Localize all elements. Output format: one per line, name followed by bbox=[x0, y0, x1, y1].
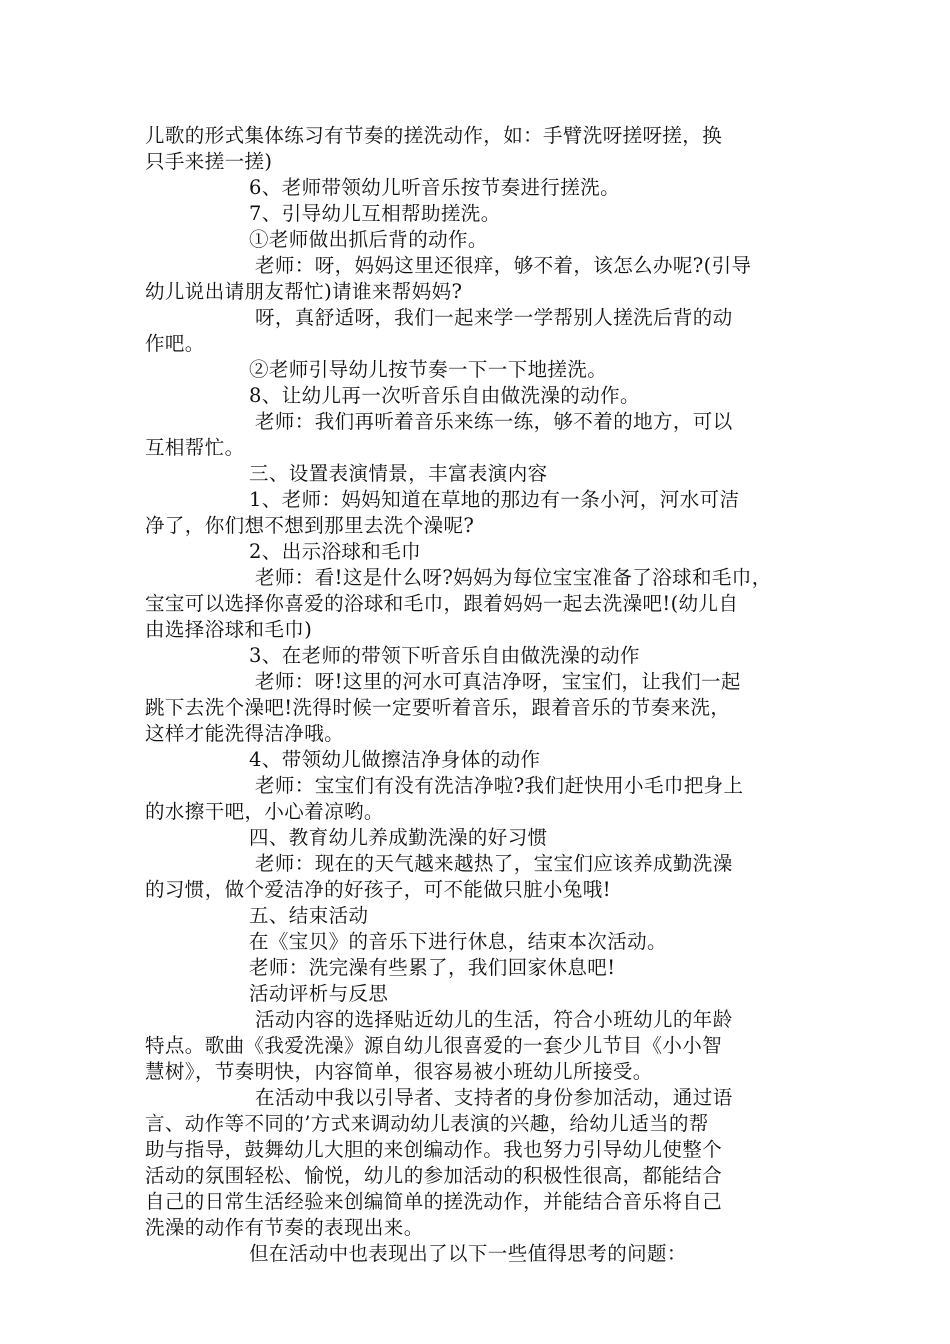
text-line: 洗澡的动作有节奏的表现出来。 bbox=[145, 1216, 424, 1239]
document-body bbox=[145, 123, 810, 1267]
text-line: 特点。歌曲《我爱洗澡》源自幼儿很喜爱的一套少儿节目《小小智 bbox=[145, 1034, 723, 1057]
text-line: 7、引导幼儿互相帮助搓洗。 bbox=[249, 202, 501, 225]
text-line: 老师：我们再听着音乐来练一练，够不着的地方，可以 bbox=[255, 410, 733, 433]
text-line: 1、老师：妈妈知道在草地的那边有一条小河，河水可洁 bbox=[249, 488, 740, 511]
text-line: 作吧。 bbox=[145, 332, 205, 355]
text-line: 但在活动中也表现出了以下一些值得思考的问题： bbox=[249, 1242, 687, 1265]
text-line: 由选择浴球和毛巾) bbox=[145, 618, 313, 641]
text-line: 活动的氛围轻松、愉悦，幼儿的参加活动的积极性很高，都能结合 bbox=[145, 1164, 723, 1187]
text-line: 老师：现在的天气越来越热了，宝宝们应该养成勤洗澡 bbox=[255, 852, 733, 875]
text-line: 跳下去洗个澡吧!洗得时候一定要听着音乐，跟着音乐的节奏来洗， bbox=[145, 696, 731, 719]
text-line: 宝宝可以选择你喜爱的浴球和毛巾，跟着妈妈一起去洗澡吧!(幼儿自 bbox=[145, 592, 739, 615]
text-line: 助与指导，鼓舞幼儿大胆的来创编动作。我也努力引导幼儿使整个 bbox=[145, 1138, 723, 1161]
text-line: 互相帮忙。 bbox=[145, 436, 245, 459]
text-line: 言、动作等不同的’方式来调动幼儿表演的兴趣，给幼儿适当的帮 bbox=[145, 1112, 709, 1135]
text-line: ①老师做出抓后背的动作。 bbox=[249, 228, 488, 251]
text-line: 老师：看!这是什么呀?妈妈为每位宝宝准备了浴球和毛巾， bbox=[255, 566, 772, 589]
text-line: 2、出示浴球和毛巾 bbox=[249, 540, 422, 563]
text-line: 只手来搓一搓) bbox=[145, 150, 273, 173]
text-line: 幼儿说出请朋友帮忙)请谁来帮妈妈? bbox=[145, 280, 463, 303]
text-line: 的习惯，做个爱洁净的好孩子，可不能做只脏小兔哦! bbox=[145, 878, 611, 901]
text-line: 老师：呀!这里的河水可真洁净呀，宝宝们，让我们一起 bbox=[255, 670, 741, 693]
text-line: 净了，你们想不想到那里去洗个澡呢? bbox=[145, 514, 475, 537]
text-line: 老师：宝宝们有没有洗洁净啦?我们赶快用小毛巾把身上 bbox=[255, 774, 744, 797]
text-line: 8、让幼儿再一次听音乐自由做洗澡的动作。 bbox=[249, 384, 640, 407]
text-line: 三、设置表演情景，丰富表演内容 bbox=[249, 462, 548, 485]
text-line: 6、老师带领幼儿听音乐按节奏进行搓洗。 bbox=[249, 176, 621, 199]
text-line: 四、教育幼儿养成勤洗澡的好习惯 bbox=[249, 826, 548, 849]
text-line: 慧树》，节奏明快，内容简单，很容易被小班幼儿所接受。 bbox=[145, 1060, 653, 1083]
text-line: 在《宝贝》的音乐下进行休息，结束本次活动。 bbox=[249, 930, 667, 953]
text-line: ②老师引导幼儿按节奏一下一下地搓洗。 bbox=[249, 358, 608, 381]
text-line: 五、结束活动 bbox=[249, 904, 369, 927]
text-line: 3、在老师的带领下听音乐自由做洗澡的动作 bbox=[249, 644, 640, 667]
text-line: 老师：呀，妈妈这里还很痒，够不着，该怎么办呢?(引导 bbox=[255, 254, 752, 277]
text-line: 的水擦干吧，小心着凉哟。 bbox=[145, 800, 384, 823]
text-line: 呀，真舒适呀，我们一起来学一学帮别人搓洗后背的动 bbox=[255, 306, 733, 329]
text-line: 这样才能洗得洁净哦。 bbox=[145, 722, 345, 745]
text-line: 4、带领幼儿做擦洁净身体的动作 bbox=[249, 748, 541, 771]
text-line: 活动评析与反思 bbox=[249, 982, 389, 1005]
text-line: 儿歌的形式集体练习有节奏的搓洗动作，如：手臂洗呀搓呀搓，换 bbox=[145, 124, 723, 147]
text-line: 自己的日常生活经验来创编简单的搓洗动作，并能结合音乐将自己 bbox=[145, 1190, 723, 1213]
text-line: 老师：洗完澡有些累了，我们回家休息吧! bbox=[249, 956, 616, 979]
text-line: 活动内容的选择贴近幼儿的生活，符合小班幼儿的年龄 bbox=[255, 1008, 733, 1031]
text-line: 在活动中我以引导者、支持者的身份参加活动，通过语 bbox=[255, 1086, 733, 1109]
